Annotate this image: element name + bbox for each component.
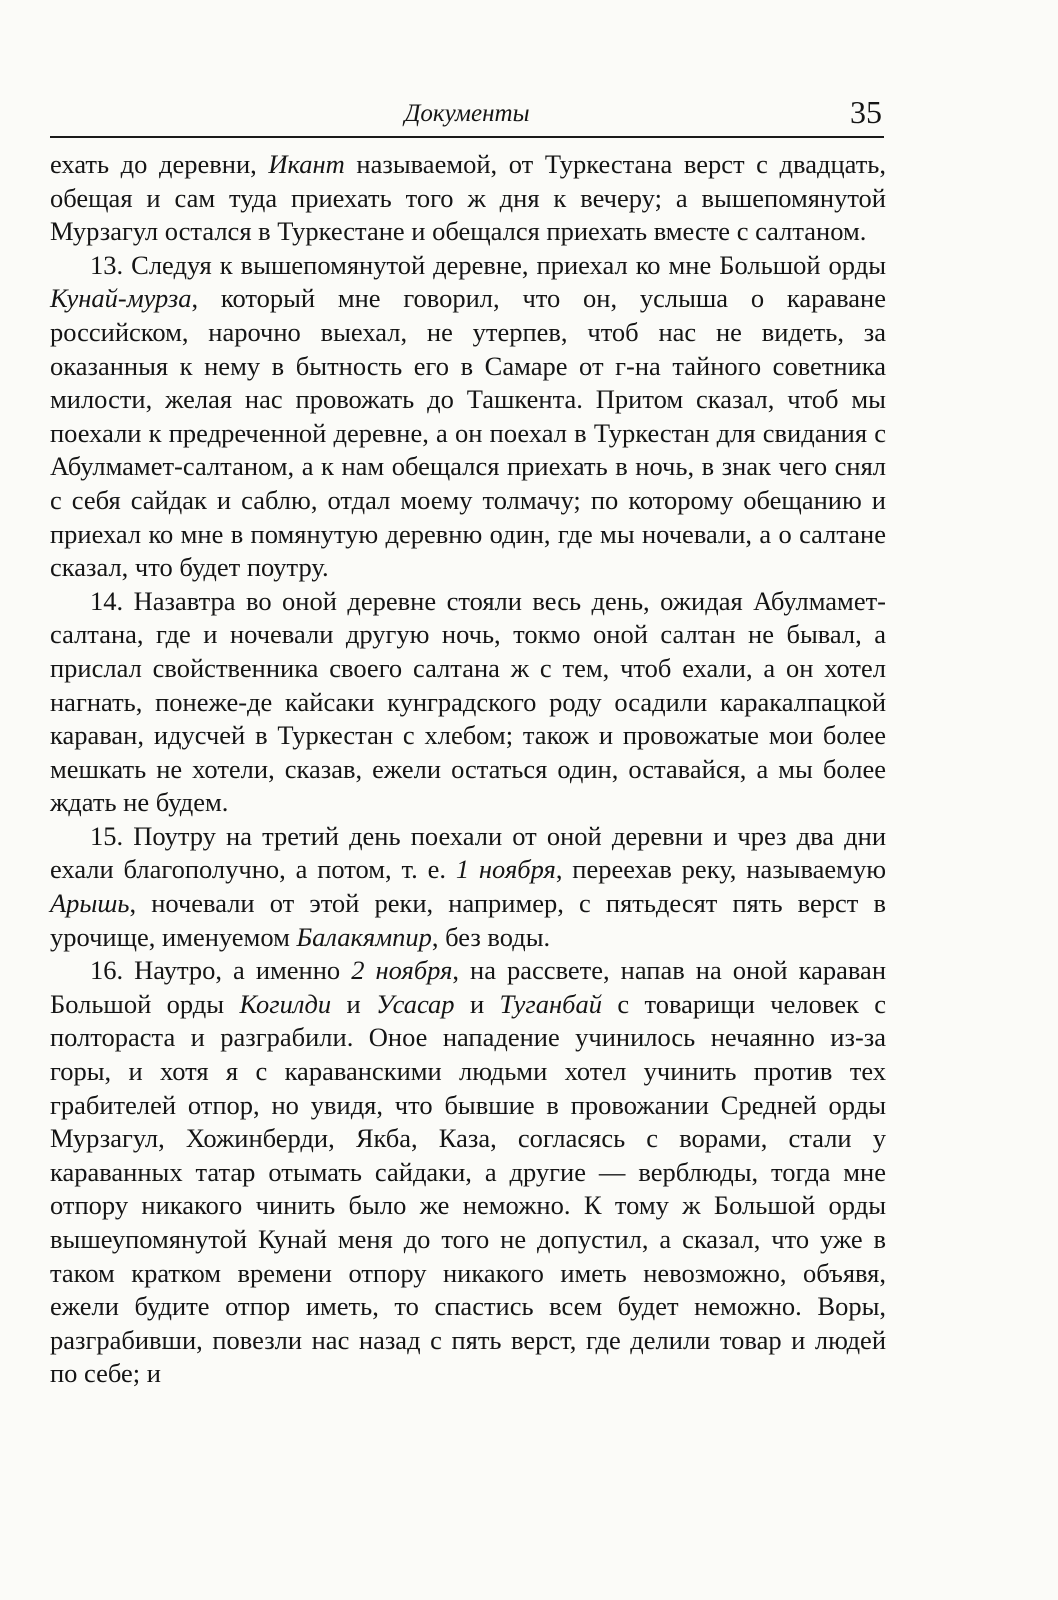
italic-text: Туганбай: [499, 988, 602, 1019]
text-run: , на рассвете, напав на оной караван Большой орды: [50, 955, 886, 1019]
text-run: 15. Поутру на третий день поехали от оной деревни и чрез два дни ехали благополучно, а потом, т. е.: [50, 820, 886, 885]
paragraph-13: [50, 249, 886, 585]
paragraph-16: [50, 954, 886, 1391]
text-run: , который мне говорил, что он, услыша о караване российском, нарочно выехал, не утерпев, чтоб нас не видеть, за оказанныя к нему в бытность его в Самаре от г-на тайного советника милости, желая нас провожать до Ташкента. Притом сказал, чтоб мы поехали к предреченной деревне, а он поехал в Туркестан для свидания с Абулмамет-салтаном, а к нам обещался приехать в ночь, в знак чего снял с себя сайдак и саблю, отдал моему толмачу; по которому обещанию и приехал ко мне в помянутую деревню один, где мы ночевали, а о салтане сказал, что будет поутру.: [50, 283, 886, 583]
page-number: 35: [850, 94, 882, 130]
paragraph-intro: [50, 148, 886, 249]
text-run: , ночевали от этой реки, например, с пятьдесят пять верст в урочище, именуемом: [50, 888, 886, 952]
body-text: [50, 148, 886, 1391]
running-header-title: Документы: [404, 100, 530, 127]
text-run: 16. Наутро, а именно: [90, 955, 352, 986]
italic-text: 2 ноября: [351, 955, 453, 986]
text-run: и: [454, 988, 500, 1019]
text-run: и: [331, 988, 377, 1019]
text-run: , переехав реку, называемую: [555, 854, 886, 885]
text-run: 14. Назавтра во оной деревне стояли весь день, ожидая Абулмамет-салтана, где и ночевали другую ночь, токмо оной салтан не бывал, а прислал свойственника своего салтана ж с тем, чтоб ехали, а он хотел нагнать, понеже-де кайсаки кунградского роду осадили каракалпацкой караван, идусчей в Туркестан с хлебом; також и провожатые мои более мешкать не хотели, сказав, ежели остаться один, оставайся, а мы более ждать не будем.: [50, 585, 886, 818]
text-run: с товарищи человек с полтораста и разграбили. Оное нападение учинилось нечаянно из-за горы, и хотя я с караванскими людьми хотел учинить против тех грабителей отпор, но увидя, что бывшие в провожании Средней орды Мурзагул, Хожинберди, Якба, Каза, согласясь с ворами, стали у караванных татар отымать сайдаки, а другие — верблюды, тогда мне отпору никакого чинить было же неможно. К тому ж Большой орды вышеупомянутой Кунай меня до того не допустил, а сказал, что уже в таком кратком времени отпору никакого иметь невозможно, объявя, ежели будите отпор иметь, то спастись всем будет неможно. Воры, разграбивши, повезли нас назад с пять верст, где делили товар и людей по себе; и: [50, 988, 886, 1389]
text-run: называемой, от Туркестана верст с двадцать, обещая и сам туда приехать того ж дня к вечеру; а вышепомянутой Мурзагул остался в Туркестане и обещался приехать вместе с салтаном.: [50, 149, 886, 247]
italic-text: Балакямпир: [296, 921, 432, 952]
text-run: , без воды.: [431, 921, 551, 952]
italic-text: 1 ноября: [455, 854, 556, 885]
italic-text: Когилди: [239, 988, 332, 1019]
paragraph-15: [50, 820, 886, 954]
italic-text: Усасар: [376, 988, 455, 1019]
italic-text: Кунай-мурза: [50, 283, 192, 314]
running-header: [50, 92, 884, 138]
italic-text: Икант: [268, 149, 345, 179]
paragraph-14: [50, 585, 886, 820]
text-run: 13. Следуя к вышепомянутой деревне, приехал ко мне Большой орды: [90, 249, 886, 280]
text-run: ехать до деревни,: [50, 149, 269, 179]
italic-text: Арышь: [50, 888, 130, 919]
